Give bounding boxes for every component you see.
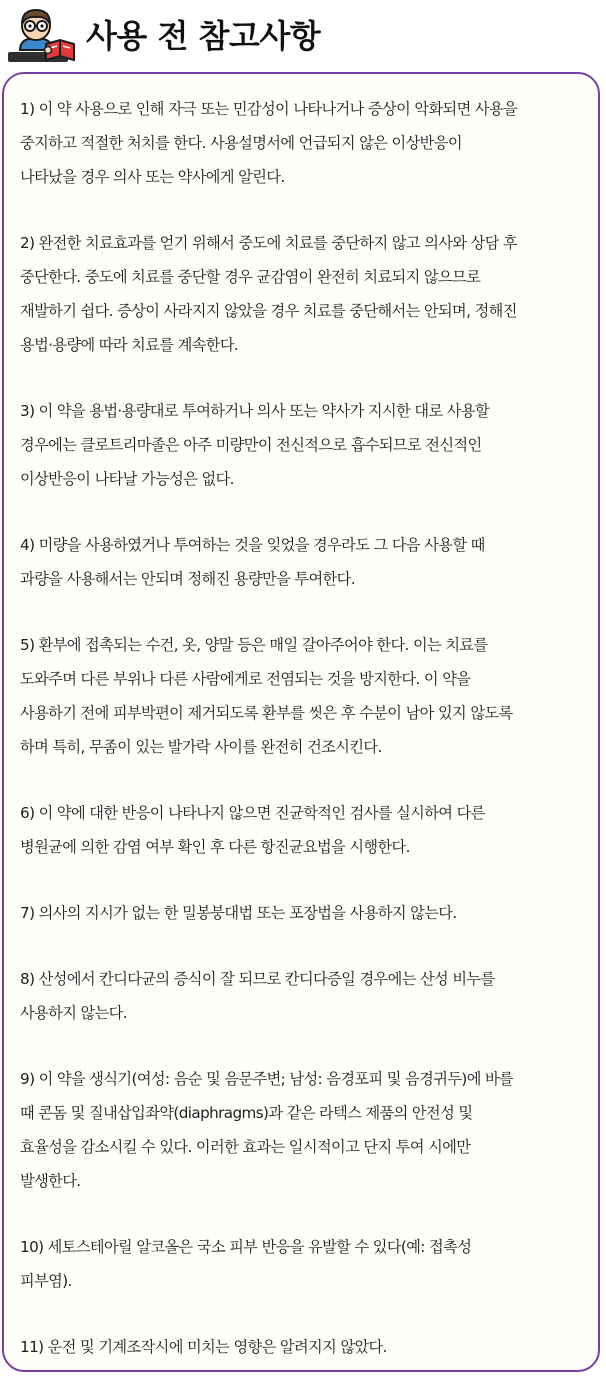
list-item: 1) 이 약 사용으로 인해 자극 또는 민감성이 나타나거나 증상이 악화되면 사용을 중지하고 적절한 처치를 한다. 사용설명서에 언급되지 않은 이상반응이 나타났을 경우 의사 또는 약사에게 알린다.: [20, 100, 518, 186]
header: [0, 0, 606, 72]
list-item: 4) 미량을 사용하였거나 투여하는 것을 잊었을 경우라도 그 다음 사용할 때 과량을 사용해서는 안되며 정해진 용량만을 투여한다.: [20, 536, 485, 588]
list-item: 2) 완전한 치료효과를 얻기 위해서 중도에 치료를 중단하지 않고 의사와 상담 후 중단한다. 중도에 치료를 중단할 경우 균감염이 완전히 치료되지 않으므로 재발하기 쉽다. 증상이 사라지지 않았을 경우 치료를 중단해서는 안되며, 정해진 용법·용량에 따라 치료를 계속한다.: [20, 234, 518, 354]
list-item: 7) 의사의 지시가 없는 한 밀봉붕대법 또는 포장법을 사용하지 않는다.: [20, 904, 457, 922]
list-item: 10) 세토스테아릴 알코올은 국소 피부 반응을 유발할 수 있다(예: 접촉성 피부염).: [20, 1238, 472, 1290]
list-item: 5) 환부에 접촉되는 수건, 옷, 양말 등은 매일 갈아주어야 한다. 이는 치료를 도와주며 다른 부위나 다른 사람에게로 전염되는 것을 방지한다. 이 약을 사용하기 전에 피부박편이 제거되도록 환부를 씻은 후 수분이 남아 있지 않도록 하며 특히, 무좀이 있는 발가락 사이를 완전히 건조시킨다.: [20, 636, 513, 756]
page-title: 사용 전 참고사항: [86, 17, 321, 55]
list-item: 6) 이 약에 대한 반응이 나타나지 않으면 진균학적인 검사를 실시하여 다른 병원균에 의한 감염 여부 확인 후 다른 항진균요법을 시행한다.: [20, 804, 485, 856]
list-item: 8) 산성에서 칸디다균의 증식이 잘 되므로 칸디다증일 경우에는 산성 비누를 사용하지 않는다.: [20, 970, 495, 1022]
precautions-list: [20, 92, 590, 1364]
list-item: 3) 이 약을 용법·용량대로 투여하거나 의사 또는 약사가 지시한 대로 사용할 경우에는 클로트리마졸은 아주 미량만이 전신적으로 흡수되므로 전신적인 이상반응이 나타날 가능성은 없다.: [20, 402, 489, 488]
reading-student-icon: [6, 4, 78, 68]
list-item: 9) 이 약을 생식기(여성: 음순 및 음문주변; 남성: 음경포피 및 음경귀두)에 바를 때 콘돔 및 질내삽입좌약(diaphragms)과 같은 라텍스 제품의 안전성 및 효율성을 감소시킬 수 있다. 이러한 효과는 일시적이고 단지 투여 시에만 발생한다.: [20, 1070, 514, 1190]
list-item: 11) 운전 및 기계조작시에 미치는 영향은 알려지지 않았다.: [20, 1338, 387, 1356]
